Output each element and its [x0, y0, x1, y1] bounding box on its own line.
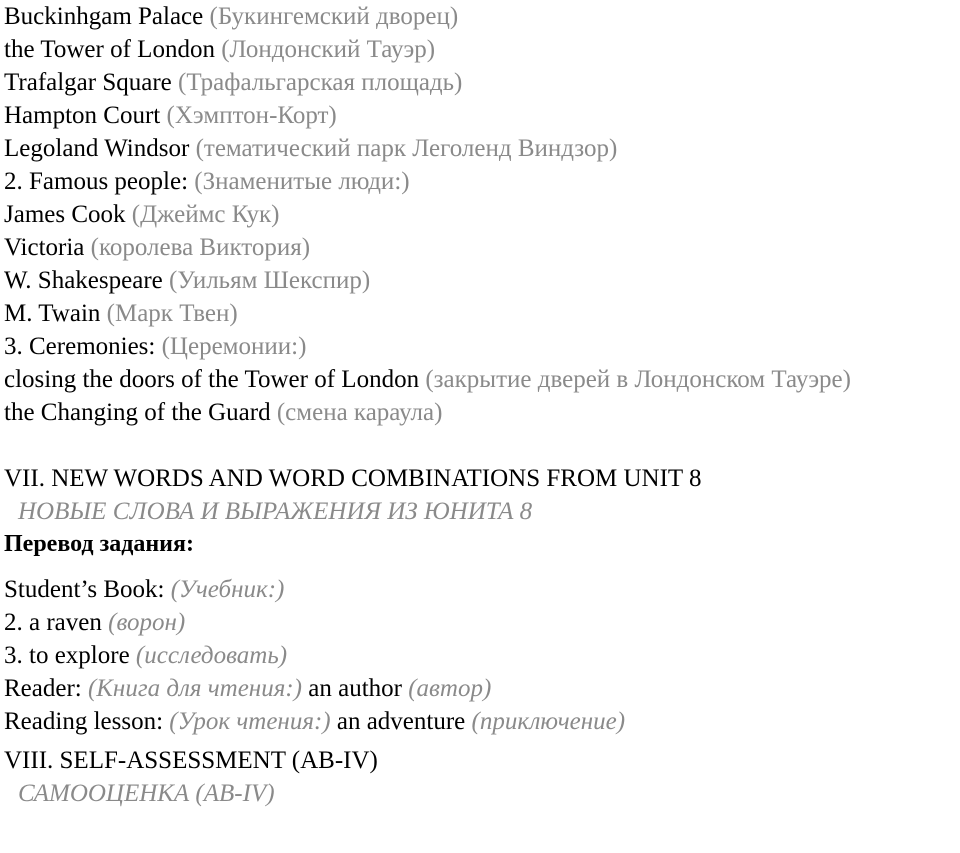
- place-line-5: [4, 132, 954, 165]
- ceremony-en: the Changing of the Guard: [4, 399, 271, 426]
- reader-line: [4, 672, 954, 705]
- person-ru: (Джеймс Кук): [131, 201, 280, 228]
- person-ru: (королева Виктория): [90, 234, 311, 261]
- place-ru: (тематический парк Леголенд Виндзор): [195, 135, 618, 162]
- place-line-3: [4, 66, 954, 99]
- ceremony-ru: (смена караула): [276, 399, 443, 426]
- person-en: M. Twain: [4, 300, 101, 327]
- person-line-2: [4, 231, 954, 264]
- reader-ru: (Книга для чтения:): [87, 675, 302, 702]
- place-en: the Tower of London: [4, 36, 215, 63]
- reader-word-en: an author: [308, 675, 402, 702]
- vocab-en: 3. to explore: [4, 642, 130, 669]
- ceremony-en: closing the doors of the Tower of London: [4, 366, 420, 393]
- reading-word-en: an adventure: [336, 708, 466, 735]
- person-en: Victoria: [4, 234, 85, 261]
- vocab-ru: (Учебник:): [170, 576, 285, 603]
- ceremonies-heading-en: 3. Ceremonies:: [4, 333, 156, 360]
- person-line-1: [4, 198, 954, 231]
- people-heading-ru: (Знаменитые люди:): [194, 168, 410, 195]
- place-en: Buckinhgam Palace: [4, 3, 204, 30]
- section-8-title: VIII. SELF-ASSESSMENT (AB-IV): [4, 747, 378, 774]
- section-7-title: VII. NEW WORDS AND WORD COMBINATIONS FROM UNIT 8: [4, 465, 702, 492]
- reading-ru: (Урок чтения:): [169, 708, 331, 735]
- vocab-line-3: [4, 639, 954, 672]
- reading-en: Reading lesson:: [4, 708, 164, 735]
- place-line-2: [4, 33, 954, 66]
- ceremony-line-2: [4, 396, 954, 429]
- person-line-3: [4, 264, 954, 297]
- people-heading: [4, 165, 954, 198]
- person-en: James Cook: [4, 201, 126, 228]
- person-line-4: [4, 297, 954, 330]
- place-line-4: [4, 99, 954, 132]
- person-en: W. Shakespeare: [4, 267, 163, 294]
- section-gap: [4, 429, 954, 462]
- person-ru: (Марк Твен): [106, 300, 238, 327]
- place-en: Trafalgar Square: [4, 69, 172, 96]
- place-line-1: [4, 0, 954, 33]
- reader-word-ru: (автор): [408, 675, 492, 702]
- place-en: Hampton Court: [4, 102, 161, 129]
- place-ru: (Лондонский Тауэр): [221, 36, 436, 63]
- place-ru: (Букингемский дворец): [209, 3, 459, 30]
- translation-label: Перевод задания:: [4, 531, 194, 557]
- vocab-ru: (исследовать): [135, 642, 288, 669]
- ceremony-ru: (закрытие дверей в Лондонском Тауэре): [425, 366, 851, 393]
- reading-lesson-line: [4, 705, 954, 738]
- reading-word-ru: (приключение): [471, 708, 626, 735]
- reader-en: Reader:: [4, 675, 82, 702]
- vocab-line-1: [4, 573, 954, 606]
- section-8-subtitle: САМООЦЕНКА (AB-IV): [18, 780, 275, 807]
- people-heading-en: 2. Famous people:: [4, 168, 189, 195]
- vocab-en: 2. a raven: [4, 609, 102, 636]
- vocab-ru: (ворон): [108, 609, 186, 636]
- block-gap: [4, 561, 954, 573]
- person-ru: (Уильям Шекспир): [169, 267, 371, 294]
- ceremony-line-1: [4, 363, 954, 396]
- place-en: Legoland Windsor: [4, 135, 190, 162]
- document: [4, 0, 954, 810]
- vocab-en: Student’s Book:: [4, 576, 165, 603]
- ceremonies-heading-ru: (Церемонии:): [161, 333, 307, 360]
- place-ru: (Трафальгарская площадь): [178, 69, 463, 96]
- ceremonies-heading: [4, 330, 954, 363]
- vocab-line-2: [4, 606, 954, 639]
- place-ru: (Хэмптон-Корт): [166, 102, 337, 129]
- section-7-subtitle: НОВЫЕ СЛОВА И ВЫРАЖЕНИЯ ИЗ ЮНИТА 8: [18, 498, 533, 525]
